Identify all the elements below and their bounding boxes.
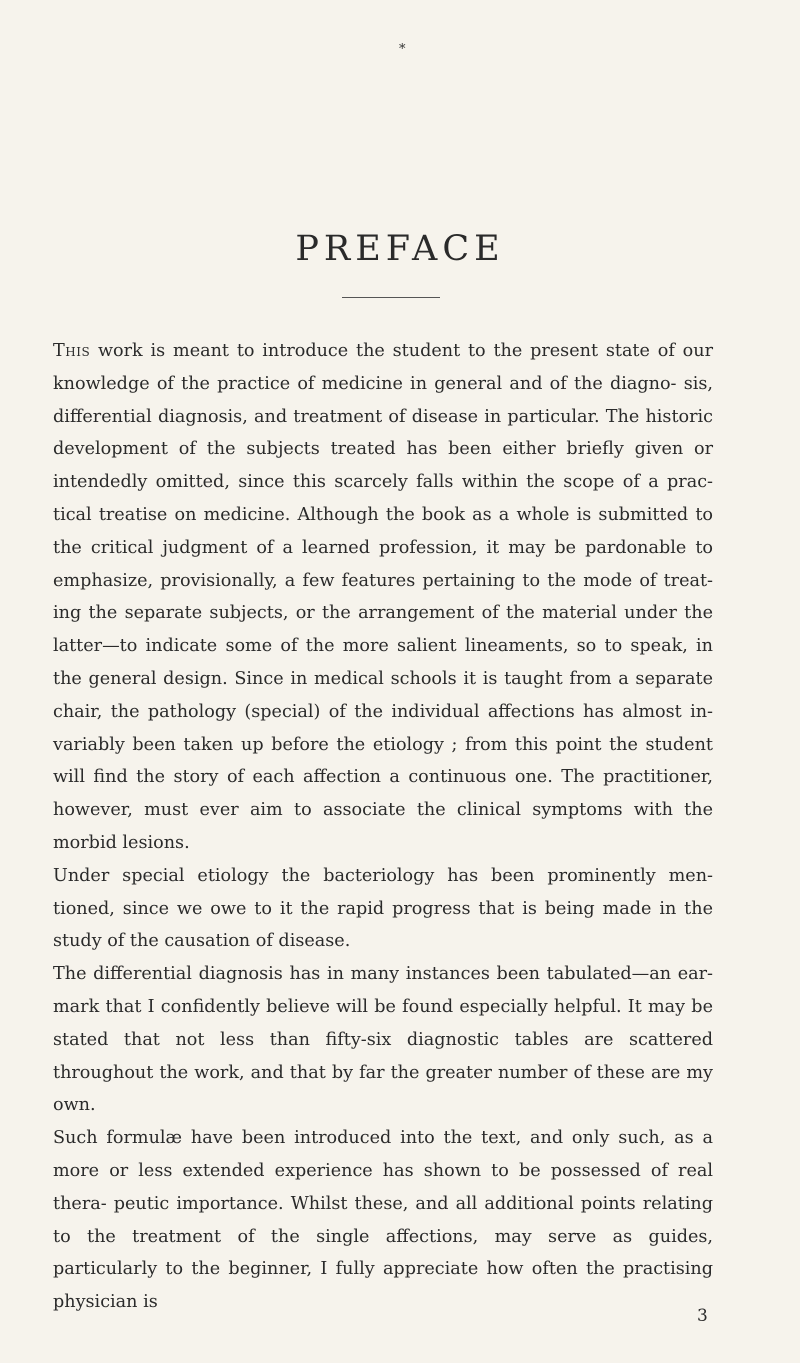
- paragraph-3: The differential diagnosis has in many instances been tabulated—an ear-mark that I confidently believe will be found especially helpful. It may be stated that not less than fifty-six diagnostic tables are scattered throughout the work, and that by far the greater number of these are my own.: [53, 964, 713, 1116]
- page-number: 3: [697, 1306, 708, 1326]
- preface-body: [53, 335, 713, 1319]
- paragraph-2: Under special etiology the bacteriology has been prominently men- tioned, since we owe to it the rapid progress that is being made in the study of the causation of disease.: [53, 865, 713, 952]
- first-word: This: [53, 341, 91, 361]
- paragraph-1: [53, 335, 713, 860]
- paragraph-4: Such formulæ have been introduced into the text, and only such, as a more or less extended experience has shown to be possessed of real thera- peutic importance. Whilst these, and all additional points relating to the treatment of the single affections, may serve as guides, particularly to the beginner, I fully appreciate how often the practising physician is: [53, 1128, 713, 1313]
- page-title: PREFACE: [295, 229, 505, 269]
- printer-mark: *: [399, 42, 406, 57]
- title-rule: [342, 297, 440, 298]
- paragraph-1-text: work is meant to introduce the student to the present state of our knowledge of the practice of medicine in general and of the diagno- sis, differential diagnosis, and treatment of disease in particular. The historic development of the subjects treated has been either briefly given or intendedly omitted, since this scarcely falls within the scope of a prac- tical treatise on medicine. Although the book as a whole is submitted to the critical judgment of a learned profession, it may be pardonable to emphasize, provisionally, a few features pertaining to the mode of treat- ing the separate subjects, or the arrangement of the material under the latter—to indicate some of the more salient lineaments, so to speak, in the general design. Since in medical schools it is taught from a separate chair, the pathology (special) of the individual affections has almost in- variably been taken up before the etiology ; from this point the student will find the story of each affection a continuous one. The practitioner, however, must ever aim to associate the clinical symptoms with the morbid lesions.: [53, 341, 713, 853]
